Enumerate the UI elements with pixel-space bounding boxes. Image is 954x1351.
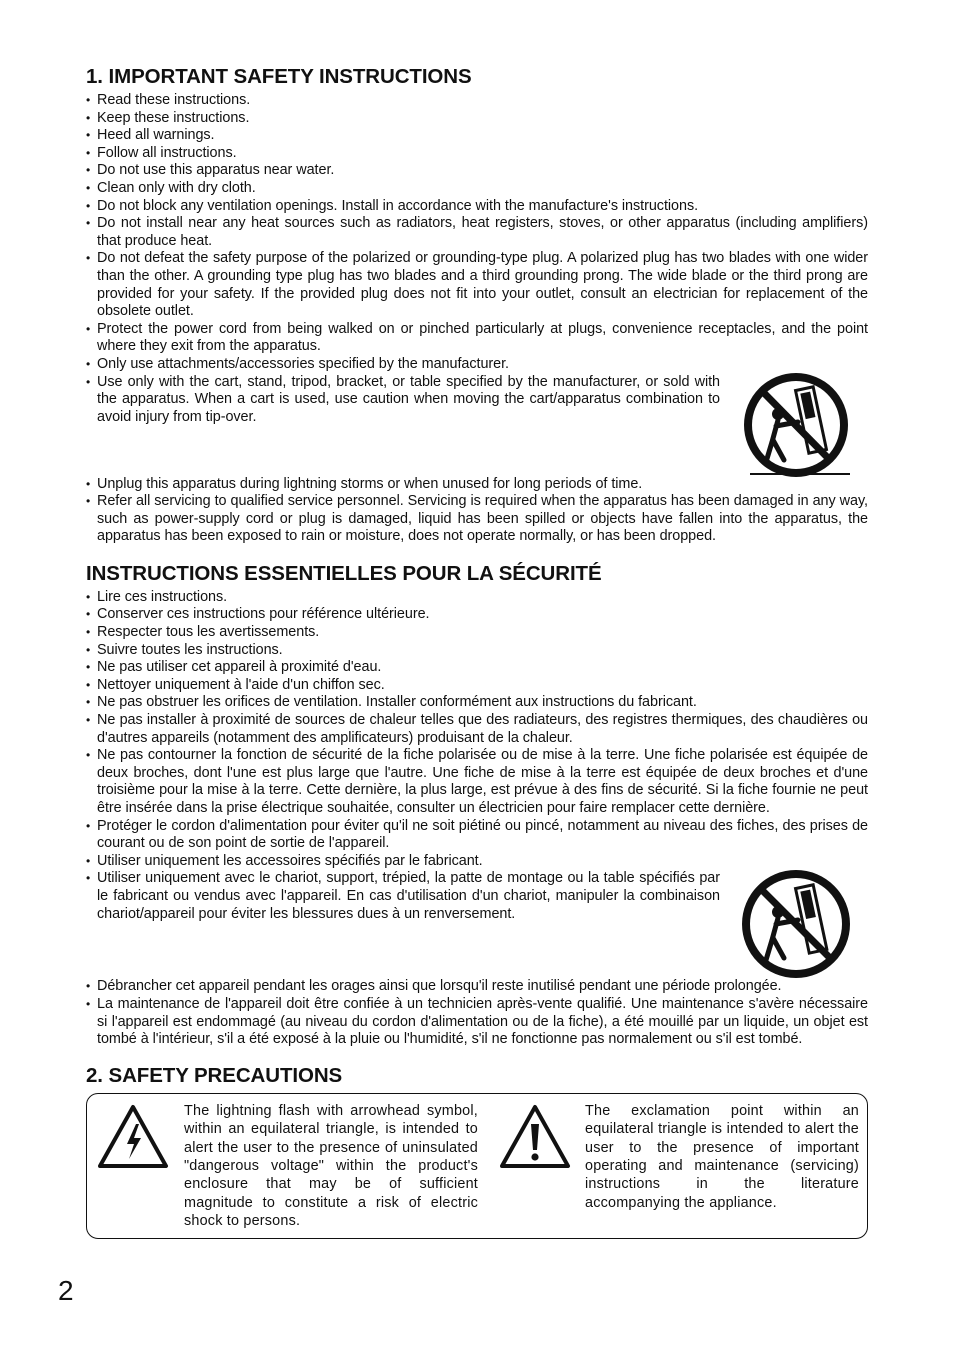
list-item: • Suivre toutes les instructions.	[86, 642, 868, 660]
list-item-cart: • Utiliser uniquement avec le chariot, support, trépied, la patte de montage ou la table spécifiés par le fabricant ou vendus avec l'appareil. En cas d'utilisation d'un chariot, manipuler la combinaison chariot/appareil pour éviter les blessures dues à un renversement.	[86, 870, 720, 923]
list-item-cart: • Use only with the cart, stand, tripod, bracket, or table specified by the manufacturer, or sold with the apparatus. When a cart is used, use caution when moving the cart/apparatus combination to avoid injury from tip-over.	[86, 374, 720, 427]
section-2-title: 2. SAFETY PRECAUTIONS	[86, 1063, 343, 1087]
list-item: • Débrancher cet appareil pendant les orages ainsi que lorsqu'il reste inutilisé pendant une période prolongée.	[86, 978, 868, 996]
list-item: • Refer all servicing to qualified service personnel. Servicing is required when the apparatus has been damaged in any way, such as power-supply cord or plug is damaged, liquid has been spilled or objects have fallen into the apparatus, the apparatus has been exposed to rain or moisture, does not operate normally, or has been dropped.	[86, 493, 868, 546]
list-item: • Ne pas obstruer les orifices de ventilation. Installer conformément aux instructions du fabricant.	[86, 694, 868, 712]
list-item: • Lire ces instructions.	[86, 589, 868, 607]
list-item: • Follow all instructions.	[86, 145, 868, 163]
list-item: • Conserver ces instructions pour référence ultérieure.	[86, 606, 868, 624]
section-fr-list-a	[86, 589, 868, 871]
section-fr-list-b	[86, 978, 868, 1048]
list-item: • Ne pas installer à proximité de sources de chaleur telles que des radiateurs, des registres thermiques, des chaudières ou d'autres appareils (notamment des amplificateurs) produisant de la chaleur.	[86, 712, 868, 747]
list-item: • Do not install near any heat sources such as radiators, heat registers, stoves, or other apparatus (including amplifiers) that produce heat.	[86, 215, 868, 250]
list-item: • Do not defeat the safety purpose of the polarized or grounding-type plug. A polarized plug has two blades with one wider than the other. A grounding type plug has two blades and a third grounding prong. The wide blade or the third prong are provided for your safety. If the provided plug does not fit into your outlet, consult an electrician for replacement of the obsolete outlet.	[86, 250, 868, 320]
cart-warning-row-fr	[86, 870, 868, 978]
exclamation-description: The exclamation point within an equilateral triangle is intended to alert the user to the presence of important operating and maintenance (servicing) instructions in the literature accompanying the appliance.	[585, 1102, 859, 1211]
cart-tipover-warning-icon	[740, 866, 860, 986]
safety-symbols-box	[86, 1093, 868, 1239]
list-item: • Nettoyer uniquement à l'aide d'un chiffon sec.	[86, 677, 868, 695]
section-fr-title: INSTRUCTIONS ESSENTIELLES POUR LA SÉCURITÉ	[86, 561, 602, 585]
section-1-list-b	[86, 476, 868, 546]
exclamation-triangle-icon	[499, 1104, 571, 1170]
lightning-triangle-icon	[97, 1104, 169, 1170]
section-1-title: 1. IMPORTANT SAFETY INSTRUCTIONS	[86, 65, 472, 88]
list-item: • Protéger le cordon d'alimentation pour éviter qu'il ne soit piétiné ou pincé, notamment au niveau des fiches, des prises de courant ou de son point de sortie de l'appareil.	[86, 818, 868, 853]
cart-tipover-warning-icon	[740, 370, 860, 490]
list-item: • Protect the power cord from being walked on or pinched particularly at plugs, convenience receptacles, and the point where they exit from the apparatus.	[86, 321, 868, 356]
list-item: • Ne pas contourner la fonction de sécurité de la fiche polarisée ou de mise à la terre. Une fiche polarisée est équipée de deux broches, dont l'une est plus large que l'autre. Une fiche de mise à la terre est équipée de deux broches et d'une troisième pour la mise à la terre. Cette dernière, la plus large, est prévue à des fins de sécurité. Si la fiche fournie ne peut être insérée dans la prise électrique souhaitée, consulter un électricien pour faire remplacer cette dernière.	[86, 747, 868, 817]
page-number: 2	[58, 1275, 74, 1306]
list-item: • Ne pas utiliser cet appareil à proximité d'eau.	[86, 659, 868, 677]
list-item: • Respecter tous les avertissements.	[86, 624, 868, 642]
list-item: • Only use attachments/accessories specified by the manufacturer.	[86, 356, 868, 374]
lightning-description: The lightning flash with arrowhead symbol, within an equilateral triangle, is intended to alert the user to the presence of uninsulated "dangerous voltage" within the product's enclosure that may be of sufficient magnitude to constitute a risk of electric shock to persons.	[184, 1102, 478, 1230]
document-page	[86, 62, 868, 1239]
list-item: • Do not use this apparatus near water.	[86, 162, 868, 180]
list-item: • Utiliser uniquement les accessoires spécifiés par le fabricant.	[86, 853, 868, 871]
section-1-list-a	[86, 92, 868, 374]
list-item: • Do not block any ventilation openings. Install in accordance with the manufacture's instructions.	[86, 198, 868, 216]
list-item: • Read these instructions.	[86, 92, 868, 110]
list-item: • Heed all warnings.	[86, 127, 868, 145]
cart-warning-row	[86, 374, 868, 462]
list-item: • Keep these instructions.	[86, 110, 868, 128]
list-item: • Clean only with dry cloth.	[86, 180, 868, 198]
list-item: • La maintenance de l'appareil doit être confiée à un technicien après-vente qualifié. Une maintenance s'avère nécessaire si l'appareil est endommagé (au niveau du cordon d'alimentation ou de la fiche), a été mouillé par un liquide, un objet est tombé à l'intérieur, s'il a été exposé à la pluie ou l'humidité, s'il ne fonctionne pas normalement ou s'il est tombé.	[86, 996, 868, 1049]
list-item: • Unplug this apparatus during lightning storms or when unused for long periods of time.	[86, 476, 868, 494]
